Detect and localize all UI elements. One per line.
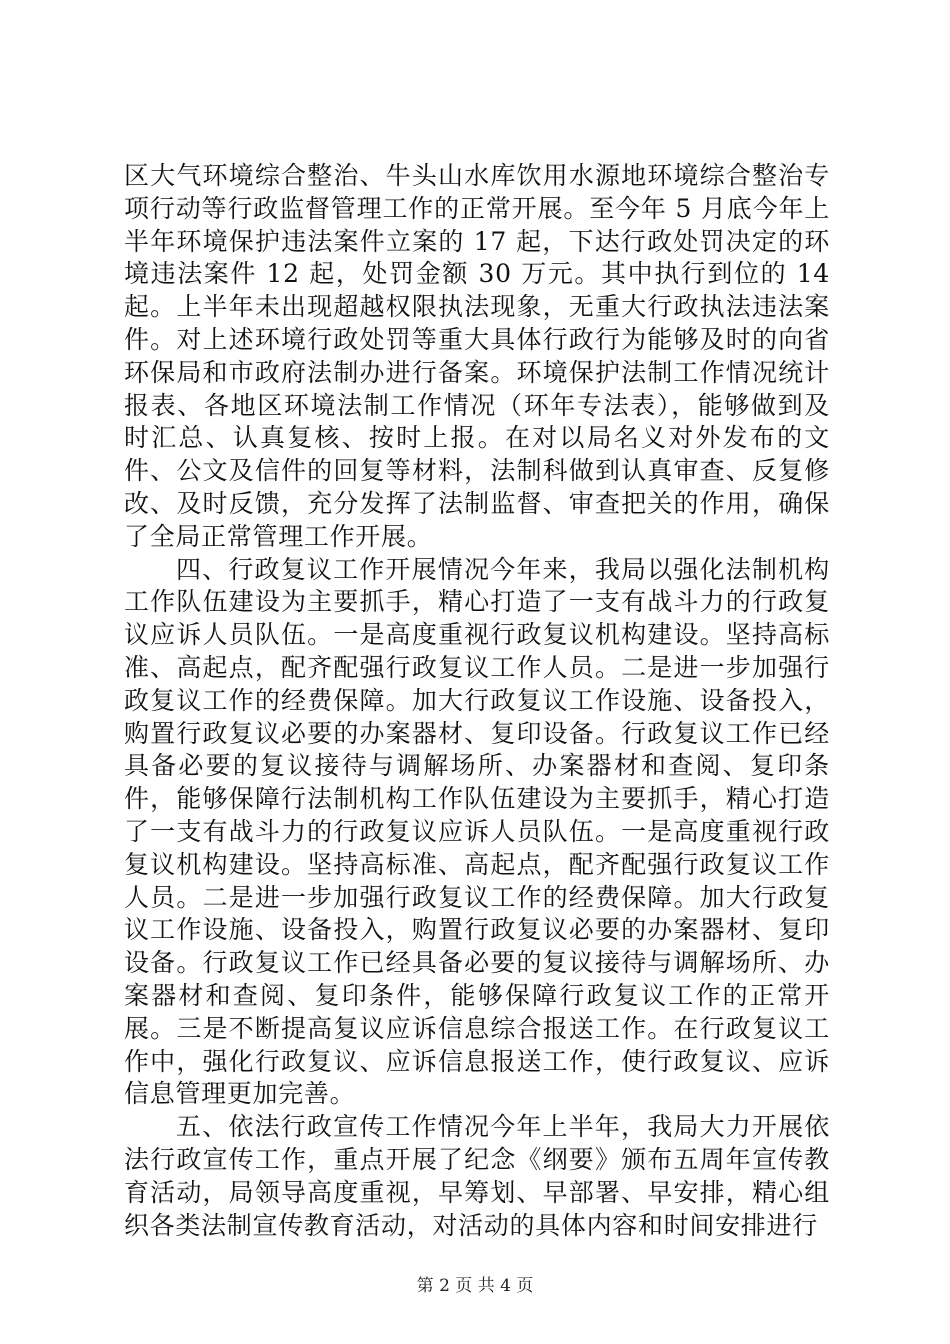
paragraph-continuation: 区大气环境综合整治、牛头山水库饮用水源地环境综合整治专项行动等行政监督管理工作的正常开展。至今年 5 月底今年上半年环境保护违法案件立案的 17 起，下达行政处罚决定的环境违法案件 12 起，处罚金额 30 万元。其中执行到位的 14 起。上半年未出现超越权限执法现象，无重大行政执法违法案件。对上述环境行政处罚等重大具体行政行为能够及时的向省环保局和市政府法制办进行备案。环境保护法制工作情况统计报表、各地区环境法制工作情况（环年专法表），能够做到及时汇总、认真复核、按时上报。在对以局名义对外发布的文件、公文及信件的回复等材料，法制科做到认真审查、反复修改、及时反馈，充分发挥了法制监督、审查把关的作用，确保了全局正常管理工作开展。 — [124, 161, 830, 551]
paragraph-section-four: 四、行政复议工作开展情况今年来，我局以强化法制机构工作队伍建设为主要抓手，精心打造了一支有战斗力的行政复议应诉人员队伍。一是高度重视行政复议机构建设。坚持高标准、高起点，配齐配强行政复议工作人员。二是进一步加强行政复议工作的经费保障。加大行政复议工作设施、设备投入，购置行政复议必要的办案器材、复印设备。行政复议工作已经具备必要的复议接待与调解场所、办案器材和查阅、复印条件，能够保障行法制机构工作队伍建设为主要抓手，精心打造了一支有战斗力的行政复议应诉人员队伍。一是高度重视行政复议机构建设。坚持高标准、高起点，配齐配强行政复议工作人员。二是进一步加强行政复议工作的经费保障。加大行政复议工作设施、设备投入，购置行政复议必要的办案器材、复印设备。行政复议工作已经具备必要的复议接待与调解场所、办案器材和查阅、复印条件，能够保障行政复议工作的正常开展。三是不断提高复议应诉信息综合报送工作。在行政复议工作中，强化行政复议、应诉信息报送工作，使行政复议、应诉信息管理更加完善。 — [124, 554, 830, 1109]
document-body — [124, 160, 830, 1242]
page-number-footer: 第 2 页 共 4 页 — [416, 1276, 534, 1296]
paragraph-section-five: 五、依法行政宣传工作情况今年上半年，我局大力开展依法行政宣传工作，重点开展了纪念《纲要》颁布五周年宣传教育活动，局领导高度重视，早筹划、早部署、早安排，精心组织各类法制宣传教育活动，对活动的具体内容和时间安排进行 — [124, 1112, 830, 1240]
